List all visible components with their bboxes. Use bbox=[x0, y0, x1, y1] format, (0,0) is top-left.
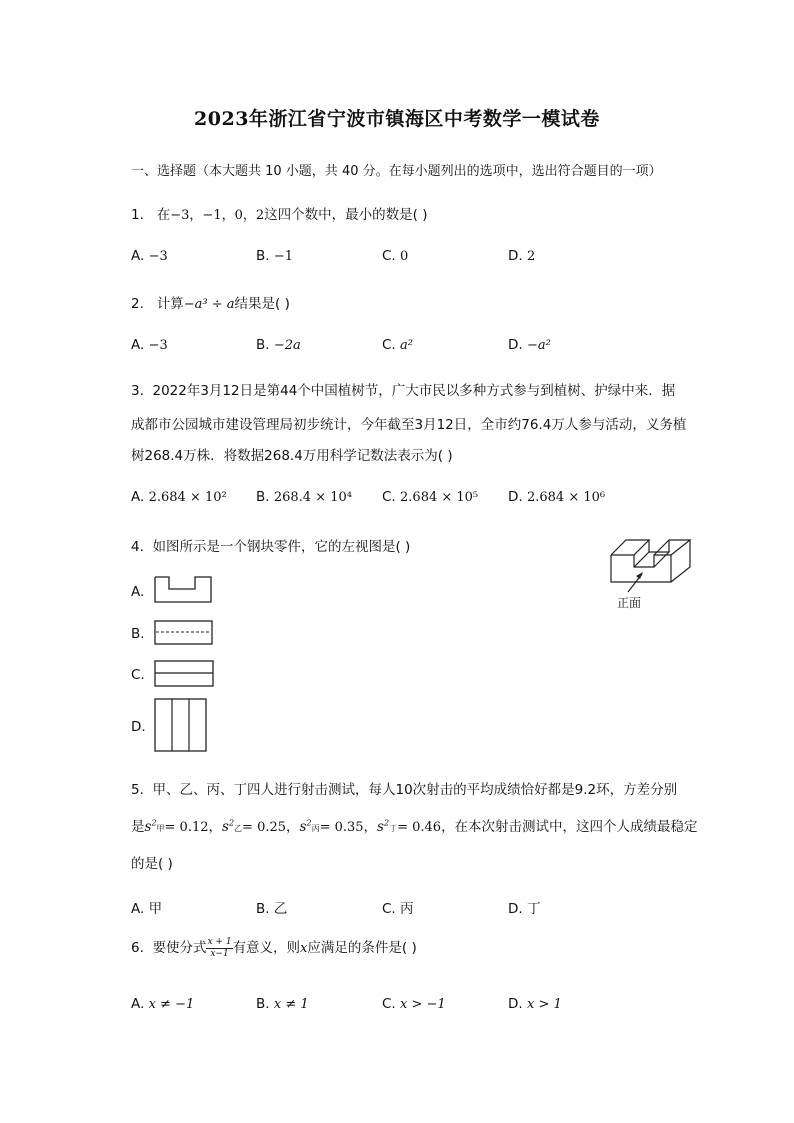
option-value: x > −1 bbox=[400, 997, 446, 1012]
q2-option-d[interactable] bbox=[508, 337, 551, 353]
question-1 bbox=[131, 203, 427, 223]
q6-option-a[interactable] bbox=[131, 996, 194, 1012]
q6-option-c[interactable] bbox=[382, 996, 446, 1012]
q5-option-d[interactable] bbox=[508, 897, 540, 917]
option-value: −3 bbox=[148, 338, 168, 353]
page-title: 2023年浙江省宁波市镇海区中考数学一模试卷 bbox=[194, 108, 600, 130]
left-top-face bbox=[611, 540, 649, 555]
math-expression: −a³ ÷ a bbox=[183, 297, 235, 312]
option-value: 2.684 × 10² bbox=[148, 490, 227, 505]
q4-option-a-figure[interactable] bbox=[154, 576, 214, 604]
q3-option-c[interactable] bbox=[382, 489, 478, 505]
question-5 bbox=[131, 778, 677, 798]
option-value: 乙 bbox=[273, 901, 288, 917]
question-number: 4. bbox=[131, 539, 144, 555]
q5-option-a[interactable] bbox=[131, 897, 162, 917]
variance-value: = 0.12 bbox=[164, 820, 209, 835]
question-number: 5. bbox=[131, 782, 144, 798]
option-value: x ≠ 1 bbox=[273, 997, 309, 1012]
section-heading: 一、选择题（本大题共 10 小题，共 40 分。在每小题列出的选项中，选出符合题目的一项） bbox=[131, 164, 662, 179]
slot-bottom bbox=[634, 552, 669, 567]
option-label: A. bbox=[131, 337, 145, 353]
option-value: 268.4 × 10⁴ bbox=[273, 490, 352, 505]
question-3-line-2: 成都市公园城市建设管理局初步统计，今年截至3月12日，全市约76.4万人参与活动，义务植 bbox=[131, 417, 687, 433]
q1-option-d[interactable] bbox=[508, 248, 535, 264]
q1-option-a[interactable] bbox=[131, 248, 168, 264]
option-label: D. bbox=[508, 248, 523, 264]
question-text: 有意义，则 bbox=[232, 940, 301, 956]
variable: x bbox=[300, 941, 308, 956]
variance-bing: $s^2$丙 bbox=[299, 818, 320, 835]
option-label: B. bbox=[256, 248, 270, 264]
option-value: −3 bbox=[148, 249, 168, 264]
variance-value: = 0.35 bbox=[319, 820, 364, 835]
question-text: 结果是( ) bbox=[234, 296, 290, 312]
right-side-face bbox=[671, 540, 690, 582]
option-label: B. bbox=[256, 996, 270, 1012]
option-label: C. bbox=[382, 996, 396, 1012]
option-value: −2a bbox=[273, 338, 301, 353]
option-value: −1 bbox=[273, 249, 294, 264]
option-value: 2.684 × 10⁵ bbox=[400, 490, 479, 505]
option-value: 丙 bbox=[400, 901, 414, 917]
option-label: A. bbox=[131, 489, 145, 505]
q1-option-b[interactable] bbox=[256, 248, 293, 264]
question-text: 要使分式 bbox=[152, 940, 207, 956]
question-number: 1. bbox=[131, 207, 144, 223]
q1-option-c[interactable] bbox=[382, 248, 408, 264]
figure-caption: 正面 bbox=[617, 596, 642, 610]
question-3 bbox=[131, 379, 675, 399]
fraction-numerator: x + 1 bbox=[207, 936, 232, 947]
variance-jia: $s^2$甲 bbox=[144, 818, 165, 835]
option-label: A. bbox=[131, 248, 145, 264]
q5-option-b[interactable] bbox=[256, 897, 287, 917]
option-value: 2.684 × 10⁶ bbox=[526, 490, 606, 505]
q5-option-c[interactable] bbox=[382, 897, 414, 917]
number-list: −3，−1，0，2 bbox=[170, 208, 265, 223]
q6-option-b[interactable] bbox=[256, 996, 309, 1012]
option-value: x ≠ −1 bbox=[148, 997, 195, 1012]
option-label: D. bbox=[508, 337, 523, 353]
option-label: B. bbox=[256, 901, 270, 917]
option-label: A. bbox=[131, 901, 145, 917]
question-3-line-3: 树268.4万株．将数据268.4万用科学记数法表示为( ) bbox=[131, 448, 453, 464]
option-value: −a² bbox=[526, 338, 551, 353]
variance-value: = 0.25 bbox=[242, 820, 287, 835]
question-text: 是 bbox=[131, 819, 145, 835]
option-label: A. bbox=[131, 996, 145, 1012]
option-label: B. bbox=[256, 489, 270, 505]
question-text: 应满足的条件是( ) bbox=[307, 940, 417, 956]
option-label: C. bbox=[382, 248, 396, 264]
q2-option-c[interactable] bbox=[382, 337, 413, 353]
option-label: C. bbox=[382, 489, 396, 505]
fraction-denominator: x−1 bbox=[210, 948, 229, 959]
option-value: 2 bbox=[526, 249, 536, 264]
fraction bbox=[206, 937, 232, 960]
variance-ding: $s^2$丁 bbox=[377, 818, 398, 835]
option-value: 甲 bbox=[148, 901, 163, 917]
question-6 bbox=[131, 936, 417, 960]
option-label: B. bbox=[256, 337, 270, 353]
q3-option-a[interactable] bbox=[131, 489, 227, 505]
option-value: 0 bbox=[400, 249, 409, 264]
option-label: D. bbox=[508, 901, 523, 917]
question-text: 2022年3月12日是第44个中国植树节，广大市民以多种方式参与到植树、护绿中来．据 bbox=[152, 383, 676, 399]
variance-yi: $s^2$乙 bbox=[222, 818, 243, 835]
question-text: 甲、乙、丙、丁四人进行射击测试，每人10次射击的平均成绩恰好都是9.2环，方差分别 bbox=[152, 782, 678, 798]
question-number: 3. bbox=[131, 383, 144, 399]
question-5-line-2: 是$s^2$甲= 0.12，$s^2$乙= 0.25，$s^2$丙= 0.35，$s^2$丁= 0.46，在本次射击测试中，这四个人成绩最稳定 bbox=[131, 818, 698, 835]
q4-option-b-figure[interactable] bbox=[154, 620, 214, 646]
question-text: 计算 bbox=[156, 296, 184, 312]
question-number: 2. bbox=[131, 296, 144, 312]
option-label: D. bbox=[508, 996, 523, 1012]
question-4 bbox=[131, 535, 410, 555]
option-label: D. bbox=[508, 489, 523, 505]
q3-option-b[interactable] bbox=[256, 489, 352, 505]
option-value: x > 1 bbox=[526, 997, 562, 1012]
q4-option-c-figure[interactable] bbox=[154, 660, 216, 688]
q3-option-d[interactable] bbox=[508, 489, 605, 505]
q6-option-d[interactable] bbox=[508, 996, 562, 1012]
q4-option-a-label[interactable]: A. bbox=[131, 584, 145, 600]
q4-option-d-label[interactable]: D. bbox=[131, 719, 146, 735]
question-text: 在 bbox=[156, 207, 171, 223]
q2-option-b[interactable] bbox=[256, 337, 301, 353]
question-text: 这四个数中，最小的数是( ) bbox=[264, 207, 428, 223]
variance-value: = 0.46 bbox=[397, 820, 442, 835]
right-top-face bbox=[654, 540, 690, 555]
question-number: 6. bbox=[131, 940, 144, 956]
option-label: C. bbox=[382, 901, 396, 917]
q4-option-c-label[interactable]: C. bbox=[131, 667, 145, 683]
option-value: a² bbox=[400, 338, 413, 353]
q4-option-d-figure[interactable] bbox=[154, 698, 208, 754]
question-text: 如图所示是一个钢块零件，它的左视图是( ) bbox=[152, 539, 411, 555]
option-label: C. bbox=[382, 337, 396, 353]
question-2 bbox=[131, 292, 290, 312]
option-value: 丁 bbox=[526, 901, 541, 917]
q2-option-a[interactable] bbox=[131, 337, 168, 353]
q4-option-b-label[interactable]: B. bbox=[131, 626, 145, 642]
question-5-line-3: 的是( ) bbox=[131, 856, 173, 872]
question-text: ，在本次射击测试中，这四个人成绩最稳定 bbox=[441, 819, 698, 835]
